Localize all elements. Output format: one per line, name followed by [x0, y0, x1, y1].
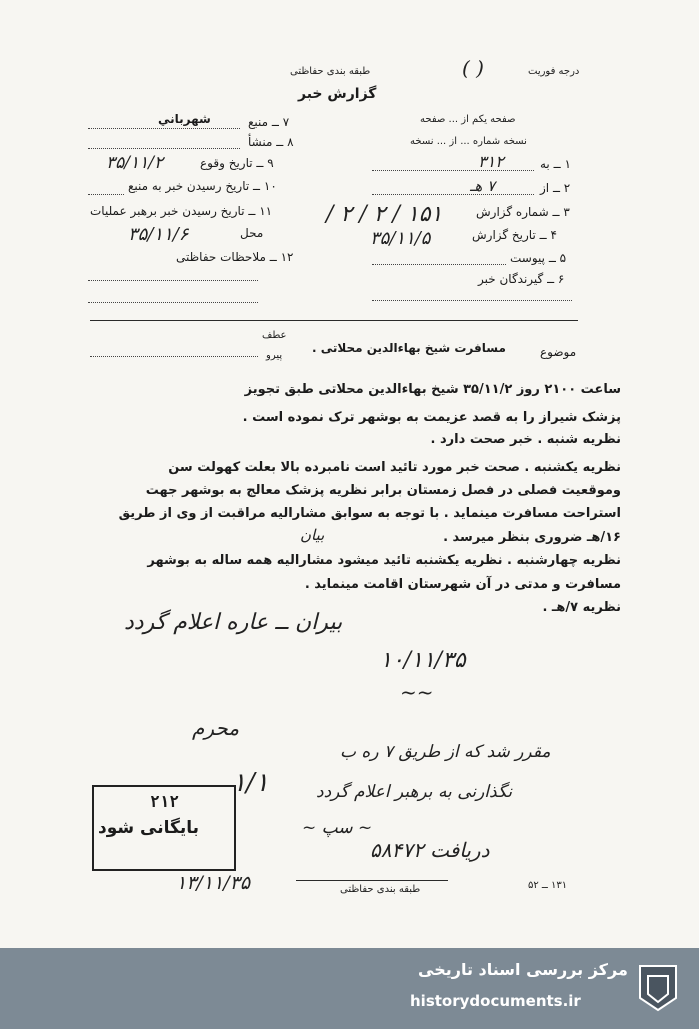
handwritten-note-4: دریافت ۵۸۴۷۲ — [370, 838, 490, 862]
event-date-value: ۳۵/۱۱/۲ — [106, 153, 164, 173]
origin-label: ۸ ــ منشأ — [248, 135, 294, 149]
body-line-2: پزشک شیراز را به قصد عزیمت به بوشهر ترک نموده است . — [242, 410, 621, 425]
source-value: شهرباني — [158, 112, 211, 126]
item2-label: ۲ ــ از — [540, 181, 571, 195]
priority-bracket: ( ) — [462, 56, 484, 80]
body-line-6: استراحت مسافرت مینماید . با توجه به سوابق مشارالیه مراقبت از وی از طریق — [118, 506, 621, 521]
item5-label: ۵ ــ پیوست — [510, 251, 567, 265]
arrival-dots — [88, 194, 124, 195]
handwritten-fraction: ۱/۱ — [232, 768, 269, 798]
handwritten-initials: ~~ — [400, 680, 434, 704]
handwritten-note-2: مقرر شد که از طریق ۷ ره ب — [340, 742, 551, 762]
body-line-8: نظریه چهارشنبه . نظریه یکشنبه تائید میشود مشارالیه همه ساله به بوشهر — [147, 553, 621, 568]
classification-top: طبقه بندی حفاظتی — [290, 66, 371, 77]
item6-label: ۶ ــ گیرندگان خبر — [478, 272, 565, 286]
site-logo-icon — [630, 958, 686, 1014]
place-date-value: ۳۵/۱۱/۶ — [128, 224, 189, 245]
report-number-handwritten: ۱۵۱ / ۲ / ۲ / — [326, 202, 443, 227]
report-date-handwritten: ۳۵/۱۱/۵ — [370, 228, 431, 249]
subject-ref-atf: عطف — [262, 330, 287, 341]
source-dots — [88, 128, 240, 129]
item3-label: ۳ ــ شماره گزارش — [476, 205, 570, 219]
handwritten-bottom-date: ۱۳/۱۱/۳۵ — [176, 872, 251, 894]
subject-ref-peyro: پیرو — [266, 350, 283, 361]
handwritten-note-3: نگذارنی به برهبر اعلام گردد — [316, 782, 513, 802]
body-line-7: ۱۶/هـ ضروری بنظر میرسد . — [443, 530, 621, 545]
copy-line: نسخه شماره ... از ... نسخه — [410, 136, 527, 147]
handwritten-date-1: ۱۰/۱۱/۳۵ — [380, 648, 466, 673]
handwritten-annot-2: محرم — [192, 716, 240, 740]
subject-text: مسافرت شیخ بهاءالدین محلاتی . — [312, 341, 506, 355]
ops-arrival-label: ۱۱ ــ تاریخ رسیدن خبر برهبر عملیات — [90, 204, 273, 218]
handwritten-annot-1: بیان — [300, 526, 325, 544]
form-code: ۱۳۱ ــ ۵۲ — [528, 880, 568, 891]
item6-dots — [372, 300, 572, 301]
item1-dots — [372, 170, 534, 171]
priority-label: درجه فوریت — [528, 66, 580, 77]
item4-label: ۴ ــ تاریخ گزارش — [472, 228, 557, 242]
item1-value: ۳۱۲ — [478, 152, 504, 171]
report-title: گزارش خبر — [298, 86, 377, 102]
page-line: صفحه یکم از ... صفحه — [420, 114, 516, 125]
event-date-label: ۹ ــ تاریخ وقوع — [200, 156, 274, 170]
body-line-9: مسافرت و مدتی در آن شهرستان اقامت مینماید . — [304, 577, 621, 592]
body-line-5: وموقعیت فصلی در فصل زمستان برابر نظریه پزشک معالج به بوشهر جهت — [145, 483, 621, 498]
source-label: ۷ ــ منبع — [248, 115, 290, 129]
notes-label: ۱۲ ــ ملاحظات حفاظتی — [176, 250, 294, 264]
stamp-text: بایگانی شود — [98, 818, 200, 838]
subject-label: موضوع — [540, 345, 577, 359]
arrival-label: ۱۰ ــ تاریخ رسیدن خبر به منبع — [128, 179, 277, 193]
footer-site-name: مرکز بررسی اسناد تاریخی — [418, 960, 628, 979]
handwritten-note-1: بیران ــ عاره اعلام گردد — [124, 610, 343, 635]
notes-dots-1 — [88, 280, 258, 281]
body-line-4: نظریه یکشنبه . صحت خبر مورد تائید است نامبرده بالا بعلت کهولت سن — [168, 460, 621, 475]
item2-value: ۷ هـ — [470, 177, 496, 195]
body-line-3: نظریه شنبه . خبر صحت دارد . — [430, 432, 621, 447]
stamp-number: ۲۱۲ — [150, 792, 179, 811]
body-line-10: نظریه ۷/هـ . — [542, 600, 621, 615]
subject-dots — [90, 356, 258, 357]
classification-bottom: طبقه بندی حفاظتی — [340, 884, 421, 895]
bottom-rule — [296, 880, 448, 881]
notes-dots-2 — [88, 302, 258, 303]
header-separator — [90, 320, 578, 321]
item1-label: ۱ ــ به — [540, 157, 571, 171]
footer-site-url[interactable]: historydocuments.ir — [410, 992, 581, 1010]
place-label: محل — [240, 226, 264, 240]
origin-dots — [88, 148, 240, 149]
body-line-1: ساعت ۲۱۰۰ روز ۳۵/۱۱/۲ شیخ بهاءالدین محلاتی طبق تجویز — [244, 382, 621, 397]
item2-dots — [372, 194, 534, 195]
item5-dots — [372, 264, 506, 265]
handwritten-signature: ~ سپ ~ — [302, 818, 373, 838]
